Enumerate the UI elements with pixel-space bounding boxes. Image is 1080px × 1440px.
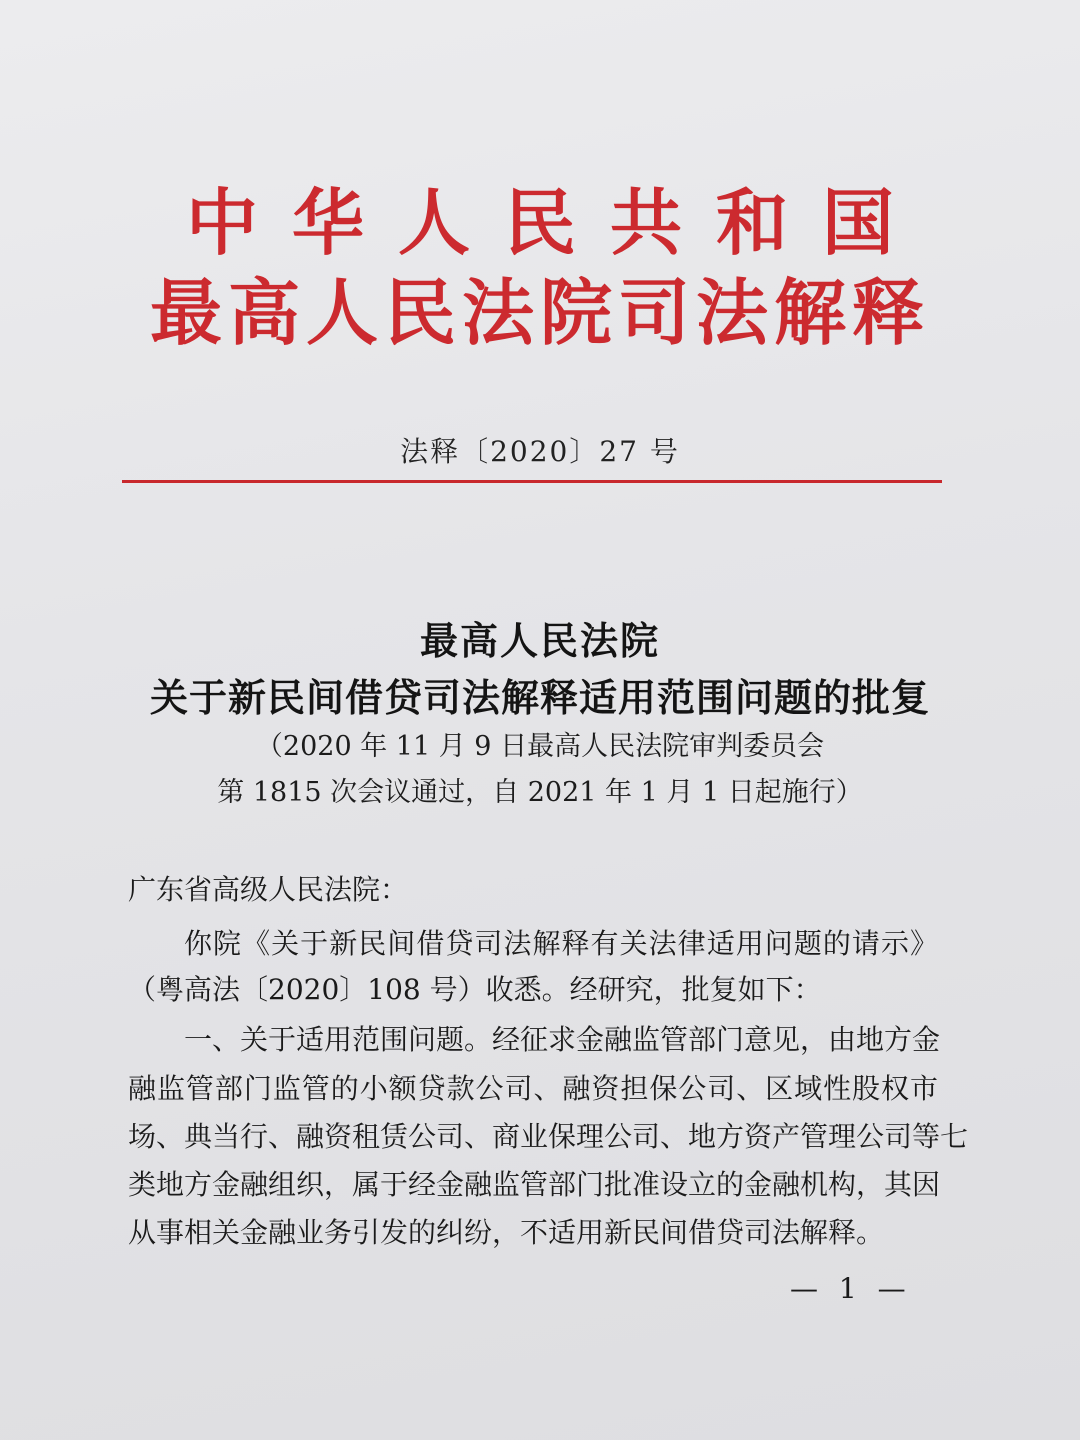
title-issuer: 最高人民法院 — [419, 618, 660, 663]
subtitle-adoption: （2020 年 11 月 9 日最高人民法院审判委员会 — [255, 731, 825, 762]
document-number: 法释〔2020〕27 号 — [400, 435, 680, 468]
body-line: 类地方金融组织，属于经金融监管部门批准设立的金融机构，其因 — [128, 1168, 941, 1201]
addressee: 广东省高级人民法院： — [128, 873, 409, 906]
body-line: 场、典当行、融资租赁公司、商业保理公司、地方资产管理公司等七 — [128, 1120, 969, 1153]
body-line: 你院《关于新民间借贷司法解释有关法律适用问题的请示》 — [184, 927, 938, 960]
page-number: — 1 — — [790, 1272, 912, 1305]
subtitle-effective: 第 1815 次会议通过，自 2021 年 1 月 1 日起施行） — [217, 777, 863, 808]
body-line: 从事相关金融业务引发的纠纷，不适用新民间借贷司法解释。 — [128, 1216, 885, 1249]
body-line: 一、关于适用范围问题。经征求金融监管部门意见，由地方金 — [184, 1023, 941, 1056]
header-issuer: 最高人民法院司法解释 — [149, 271, 930, 355]
body-line: （粤高法〔2020〕108 号）收悉。经研究，批复如下： — [128, 973, 822, 1006]
red-divider — [122, 480, 942, 483]
body-line: 融监管部门监管的小额贷款公司、融资担保公司、区域性股权市 — [128, 1072, 938, 1105]
title-main: 关于新民间借贷司法解释适用范围问题的批复 — [149, 675, 930, 720]
header-country: 中华人民共和国 — [185, 181, 928, 265]
